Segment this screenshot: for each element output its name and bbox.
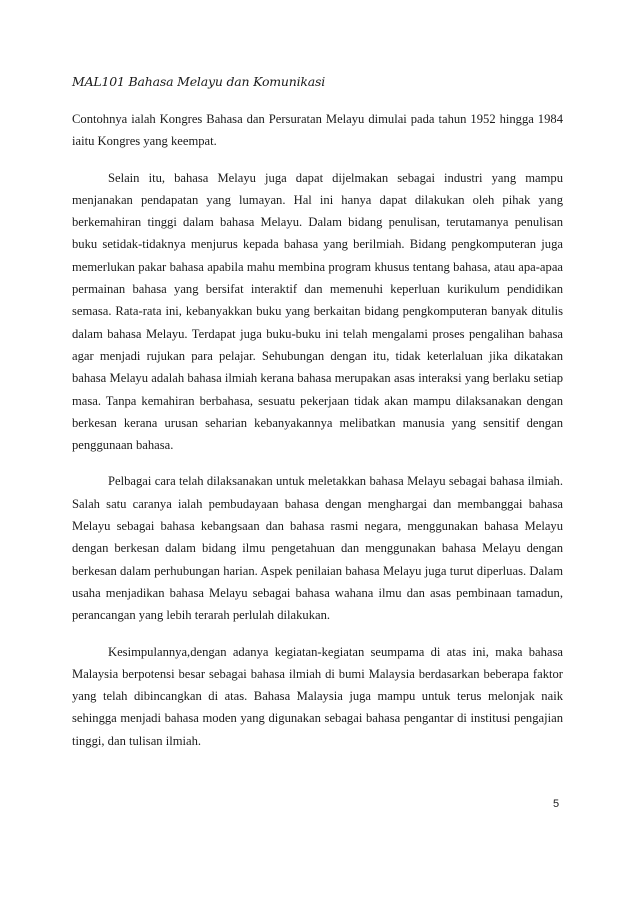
document-body: [72, 108, 563, 766]
paragraph-2: Selain itu, bahasa Melayu juga dapat dijelmakan sebagai industri yang mampu menjanakan pendapatan yang lumayan. Hal ini hanya dapat dilakukan oleh pihak yang berkemahiran tinggi dalam bahasa Melayu. Dalam bidang penulisan, terutamanya penulisan buku setidak-tidaknya menjurus kepada bahasa yang berilmiah. Bidang pengkomputeran juga memerlukan pakar bahasa apabila mahu membina program khusus tentang bahasa, atau apa-apaa permainan bahasa yang bersifat interaktif dan memenuhi keperluan kurikulum pendidikan semasa. Rata-rata ini, kebanyakkan buku yang berkaitan bidang pengkomputeran banyak ditulis dalam bahasa Melayu. Terdapat juga buku-buku ini telah mengalami proses pengalihan bahasa agar menjadi rujukan para pelajar. Sehubungan dengan itu, tidak keterlaluan jika dikatakan bahasa Melayu adalah bahasa ilmiah kerana bahasa merupakan asas interaksi yang berlaku setiap masa. Tanpa kemahiran berbahasa, sesuatu pekerjaan tidak akan mampu dilaksanakan dengan berkesan kerana urusan seharian kebanyakannya melibatkan manusia yang sensitif dengan penggunaan bahasa.: [72, 170, 563, 453]
paragraph-4: Kesimpulannya,dengan adanya kegiatan-kegiatan seumpama di atas ini, maka bahasa Malaysia berpotensi besar sebagai bahasa ilmiah di bumi Malaysia berdasarkan beberapa faktor yang telah dibincangkan di atas. Bahasa Malaysia juga mampu untuk terus melonjak naik sehingga menjadi bahasa moden yang digunakan sebagai bahasa pengantar di institusi pengajian tinggi, dan tulisan ilmiah.: [72, 644, 563, 748]
paragraph-3: Pelbagai cara telah dilaksanakan untuk meletakkan bahasa Melayu sebagai bahasa ilmiah. Salah satu caranya ialah pembudayaan bahasa dengan menghargai dan membanggai bahasa Melayu sebagai bahasa kebangsaan dan bahasa rasmi negara, menggunakan bahasa Melayu dengan berkesan dalam bidang ilmu pengetahuan dan menggunakan bahasa Melayu dengan berkesan dalam perhubungan harian. Aspek penilaian bahasa Melayu juga turut diperluas. Dalam usaha menjadikan bahasa Melayu sebagai bahasa wahana ilmu dan asas pembinaan tamadun, perancangan yang lebih terarah perlulah dilakukan.: [72, 474, 563, 623]
paragraph-1: Contohnya ialah Kongres Bahasa dan Persuratan Melayu dimulai pada tahun 1952 hingga 1984 iaitu Kongres yang keempat.: [72, 112, 563, 149]
page-number: 5: [553, 798, 560, 810]
page-header-title: MAL101 Bahasa Melayu dan Komunikasi: [72, 74, 326, 89]
